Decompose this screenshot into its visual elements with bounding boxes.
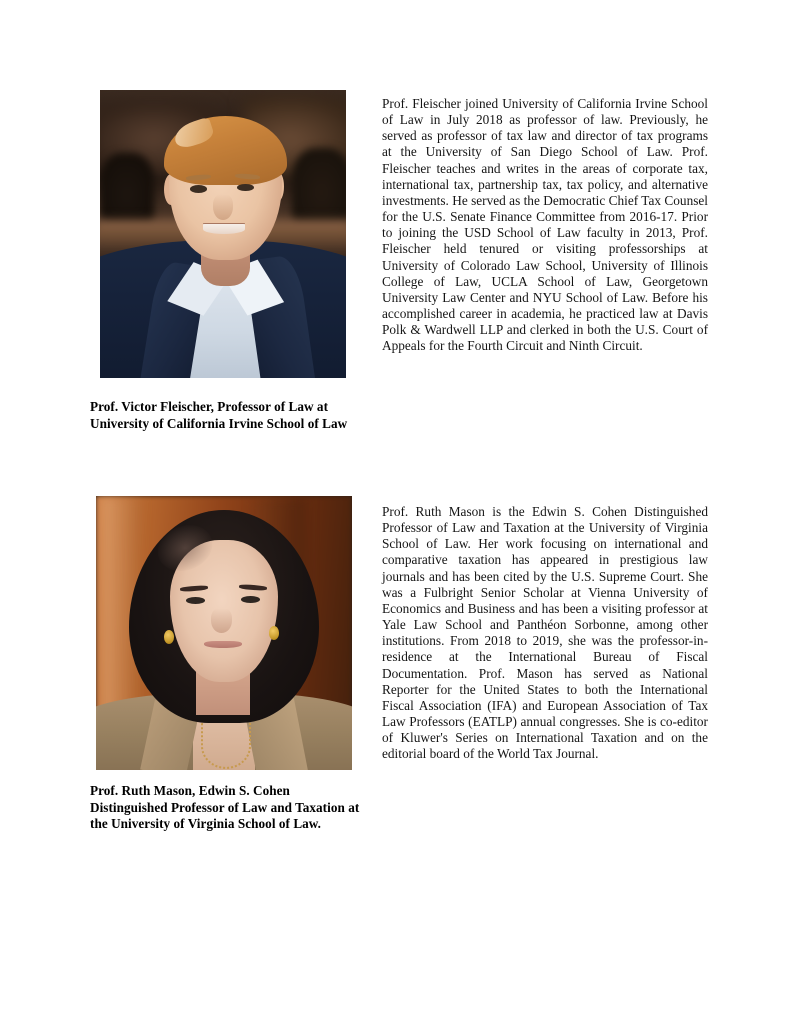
photo-necklace [201,723,251,769]
portrait-photo-ruth-mason [96,496,352,770]
photo-earring-right [269,626,279,640]
photo-caption-ruth-mason: Prof. Ruth Mason, Edwin S. Cohen Distinguished Professor of Law and Taxation at the University of Virginia School of Law. [90,783,360,832]
photo-seat-left [100,153,154,222]
bio-paragraph-ruth-mason: Prof. Ruth Mason is the Edwin S. Cohen Distinguished Professor of Law and Taxation at the University of Virginia School of Law. Her work focusing on international and comparative taxation has appeared in prestigious law journals and has been cited by the U.S. Supreme Court. She was a Fulbright Senior Scholar at Vienna University of Economics and Business and has been a visiting professor at Yale Law School and Panthéon Sorbonne, among other institutions. From 2018 to 2019, she was the professor-in-residence at the International Bureau of Fiscal Documentation. Prof. Mason has served as National Reporter for the United States to both the International Fiscal Association (IFA) and European Association of Tax Law Professors (EATLP) annual congresses. She is co-editor of Kluwer's Series on International Taxation and on the editorial board of the World Tax Journal. [382,504,708,762]
photo-earring-left [164,630,174,644]
photo-smile [203,224,245,234]
photo-eye-left [190,185,207,192]
photo-nose [213,194,233,220]
bio-paragraph-victor-fleischer: Prof. Fleischer joined University of California Irvine School of Law in July 2018 as professor of law. Previously, he served as professor of tax law and director of tax programs at the University of San Diego School of Law. Prof. Fleischer teaches and writes in the areas of corporate tax, international tax, partnership tax, tax policy, and alternative investments. He served as the Democratic Chief Tax Counsel for the U.S. Senate Finance Committee from 2016-17. Prior to joining the USD School of Law faculty in 2013, Prof. Fleischer held tenured or visiting professorships at University of Colorado Law School, University of Illinois College of Law, UCLA School of Law, Georgetown University Law Center and NYU School of Law. Before his accomplished career in academia, he practiced law at Davis Polk & Wardwell LLP and clerked in both the U.S. Court of Appeals for the Fourth Circuit and Ninth Circuit. [382,96,708,354]
photo-seat-right [292,148,346,223]
photo-nose [211,608,231,633]
photo-eye-right [241,596,260,603]
photo-caption-victor-fleischer: Prof. Victor Fleischer, Professor of Law at University of California Irvine School of Law [90,399,348,431]
portrait-photo-victor-fleischer [100,90,346,378]
